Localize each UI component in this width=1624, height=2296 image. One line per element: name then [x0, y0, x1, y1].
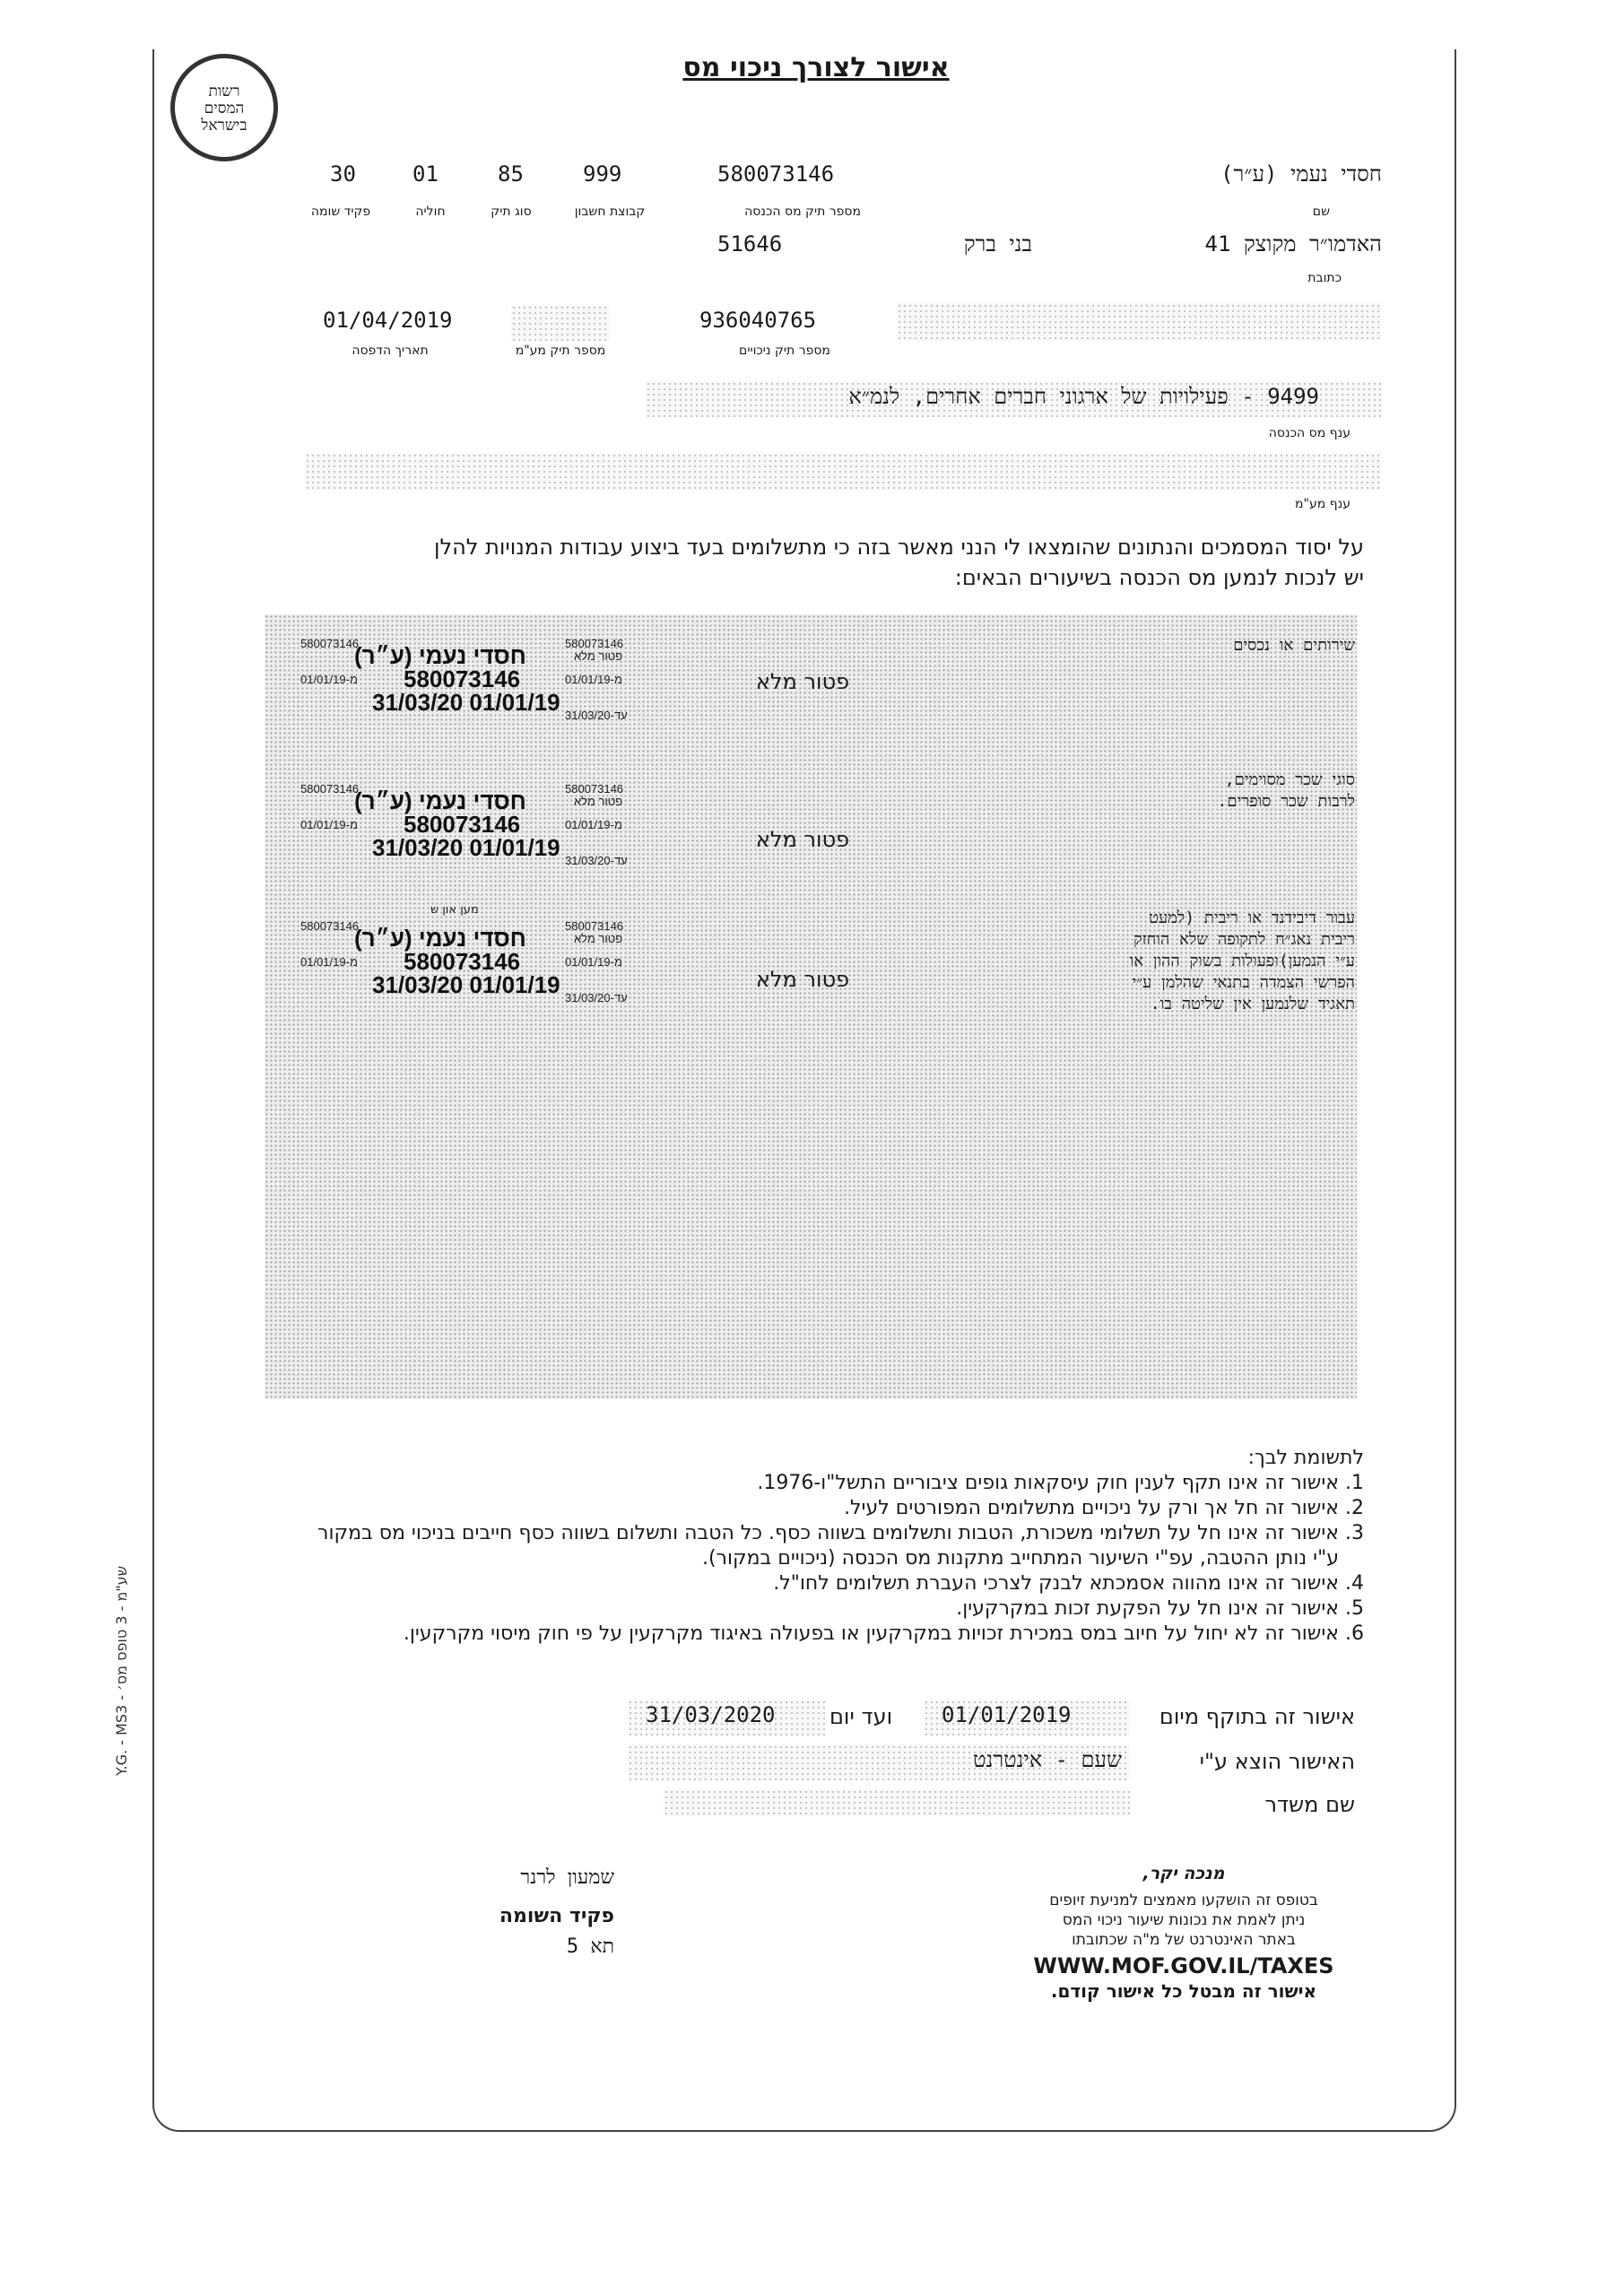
issued-by-label: האישור הוצא ע"י	[1199, 1749, 1355, 1774]
row-2-description	[996, 770, 1355, 813]
redacted-field	[897, 303, 1381, 341]
row-2-stamp	[300, 782, 641, 867]
stamp-small-to: עד-31/03/20	[565, 991, 628, 1004]
row-3-stamp-extra: מען און ש	[430, 903, 479, 917]
address-label: כתובת	[1307, 271, 1342, 285]
row-3-desc-line: תאגיד שלנמען אין שליטה בו.	[1150, 995, 1355, 1013]
valid-from-label: אישור זה בתוקף מיום	[1159, 1704, 1355, 1729]
notice-heading: מנכה יקר,	[1142, 1864, 1225, 1883]
row-3-desc-line: ע״י הנמען)ופעולות בשוק ההון או	[1129, 952, 1355, 970]
signature-name: שמעון לרנר	[520, 1866, 614, 1889]
intro-line-2: יש לנכות לנמען מס הכנסה בשיעורים הבאים:	[954, 565, 1364, 590]
vat-file-label: מספר תיק מע"מ	[515, 344, 606, 358]
address-value: האדמו״ר מקוצק 41	[1204, 231, 1382, 257]
stamp-dates: 31/03/20 01/01/19	[372, 834, 560, 861]
stamp-small-full: פטור מלא	[574, 649, 623, 663]
notes-section	[306, 1446, 1364, 1647]
stamp-name: חסדי נעמי (ע״ר)	[354, 787, 526, 814]
signature-title: פקיד השומה	[499, 1905, 614, 1927]
stamp-name: חסדי נעמי (ע״ר)	[354, 642, 526, 669]
note-item: 6. אישור זה לא יחול על חיוב במס במכירת זכויות במקרקעין או בפעולה באיגוד מקרקעין על פי חוק מיסוי מקרקעין.	[306, 1622, 1339, 1647]
stamp-small-id: 580073146	[300, 782, 360, 796]
stamp-small-id: 580073146	[565, 782, 624, 796]
district-label: חוליה	[415, 204, 446, 219]
row-1-rate: פטור מלא	[755, 669, 850, 694]
deduction-file-label: מספר תיק ניכויים	[739, 344, 830, 358]
tax-authority-seal	[170, 54, 278, 161]
name-value: חסדי נעמי (ע״ר)	[1220, 161, 1382, 187]
row-1-description	[996, 635, 1355, 657]
notice-line-2: ניתן לאמת את נכונות שיעור ניכוי המס	[1062, 1911, 1306, 1929]
assessor-label: פקיד שומה	[310, 204, 371, 219]
row-2-desc-line: סוגי שכר מסוימים,	[1224, 770, 1355, 789]
note-item: 2. אישור זה חל אך ורק על ניכויים מתשלומים המפורטים לעיל.	[306, 1496, 1339, 1521]
row-3-desc-line: ריבית נאג״ח לתקופה שלא הוחזק	[1133, 930, 1355, 949]
notice-cancel: אישור זה מבטל כל אישור קודם.	[1050, 1980, 1317, 2002]
stamp-small-full: פטור מלא	[574, 932, 623, 945]
row-1-stamp	[300, 637, 641, 722]
notes-list	[306, 1471, 1364, 1647]
income-branch-value: 9499 - פעילויות של ארגוני חברים אחרים, לנמ״א	[848, 384, 1319, 409]
signature-block	[453, 1866, 614, 1958]
print-date-value: 01/04/2019	[323, 308, 453, 333]
row-3-desc-line: הפרשי הצמדה בתנאי שהלמן ע״י	[1132, 973, 1355, 992]
valid-from-value: 01/01/2019	[942, 1702, 1072, 1727]
name-label: שם	[1312, 204, 1330, 219]
notice-url: WWW.MOF.GOV.IL/TAXES	[1033, 1953, 1334, 1979]
stamp-small-id: 580073146	[565, 919, 624, 933]
document-title: אישור לצורך ניכוי מס	[682, 52, 950, 83]
stamp-dates: 31/03/20 01/01/19	[372, 971, 560, 998]
vat-file-value-redacted	[511, 305, 610, 341]
seal-line-1: רשות	[208, 83, 240, 100]
stamp-id: 580073146	[404, 665, 521, 692]
seal-line-2: המסים	[204, 100, 245, 117]
stamp-small-from: מ-01/01/19	[300, 955, 358, 969]
file-type-value: 85	[498, 161, 524, 187]
tax-file-label: מספר תיק מס הכנסה	[744, 204, 861, 219]
notice-block	[1013, 1864, 1354, 2002]
stamp-id: 580073146	[404, 811, 521, 838]
district-value: 01	[413, 161, 439, 187]
note-item: 3. אישור זה אינו חל על תשלומי משכורת, הטבות ותשלומים בשווה כסף. כל הטבה ותשלום בשווה כסף חייבים בניכוי מס במקור ע"י נותן ההטבה, עפ"י השיעור המתחייב מתקנות מס הכנסה (ניכויים במקור).	[306, 1521, 1339, 1571]
zip-value: 51646	[717, 231, 783, 257]
vat-branch-redacted	[305, 453, 1381, 491]
stamp-small-id: 580073146	[300, 919, 360, 933]
stamp-small-id: 580073146	[565, 637, 624, 650]
stamp-small-to: עד-31/03/20	[565, 854, 628, 867]
notes-heading: לתשומת לבך:	[1247, 1447, 1364, 1469]
tax-file-value: 580073146	[717, 161, 835, 187]
account-group-label: קבוצת חשבון	[574, 204, 646, 219]
row-3-stamp	[300, 919, 641, 1004]
issued-by-value: שעם - אינטרנט	[973, 1747, 1122, 1772]
notice-line-1: בטופס זה הושקעו מאמצים למניעת זיופים	[1049, 1892, 1318, 1909]
assessor-value: 30	[330, 161, 356, 187]
row-3-rate: פטור מלא	[755, 967, 850, 992]
stamp-name: חסדי נעמי (ע״ר)	[354, 925, 526, 952]
row-3-desc-line: עבור דיבידנד או ריבית (למעט	[1149, 909, 1355, 927]
row-2-rate: פטור מלא	[755, 827, 850, 852]
valid-to-value: 31/03/2020	[646, 1702, 776, 1727]
stamp-dates: 31/03/20 01/01/19	[372, 689, 560, 716]
office-redacted	[664, 1789, 1130, 1816]
stamp-small-full: פטור מלא	[574, 795, 623, 808]
stamp-id: 580073146	[404, 948, 521, 975]
seal-line-3: בישראל	[201, 117, 248, 135]
row-1-desc-line: שירותים או נכסים	[1233, 636, 1355, 655]
account-group-value: 999	[583, 161, 622, 187]
print-date-label: תאריך הדפסה	[352, 344, 429, 358]
city-value: בני ברק	[963, 231, 1032, 257]
stamp-small-from: מ-01/01/19	[565, 818, 622, 831]
stamp-small-to: עד-31/03/20	[565, 709, 628, 722]
stamp-small-id: 580073146	[300, 637, 360, 650]
stamp-small-from: מ-01/01/19	[565, 955, 622, 969]
vat-branch-label: ענף מע"מ	[1295, 497, 1350, 511]
note-item: 1. אישור זה אינו תקף לענין חוק עיסקאות גופים ציבוריים התשל"ו-1976.	[306, 1471, 1339, 1496]
office-label: שם משדר	[1264, 1792, 1355, 1817]
signature-office: תא 5	[566, 1935, 614, 1958]
note-item: 5. אישור זה אינו חל על הפקעת זכות במקרקעין.	[306, 1596, 1339, 1622]
stamp-small-from: מ-01/01/19	[300, 818, 358, 831]
deduction-file-value: 936040765	[699, 308, 817, 333]
stamp-small-from: מ-01/01/19	[300, 673, 358, 686]
file-type-label: סוג תיק	[491, 204, 532, 219]
row-2-desc-line: לרבות שכר סופרים.	[1217, 792, 1355, 811]
row-3-description	[942, 908, 1355, 1015]
stamp-small-from: מ-01/01/19	[565, 673, 622, 686]
income-branch-label: ענף מס הכנסה	[1268, 426, 1350, 440]
note-item: 4. אישור זה אינו מהווה אסמכתא לבנק לצרכי העברת תשלומים לחו"ל.	[306, 1571, 1339, 1596]
valid-to-label: ועד יום	[829, 1704, 893, 1729]
notice-line-3: באתר האינטרנט של מ"ה שכתובתו	[1072, 1931, 1296, 1949]
intro-line-1: על יסוד המסמכים והנתונים שהומצאו לי הנני מאשר בזה כי מתשלומים בעד ביצוע עבודות המנויות להלן	[433, 535, 1364, 560]
form-code-side-text: Y.G. - MS3 - שע"מ - 3 טופס מס׳	[113, 1565, 130, 1776]
